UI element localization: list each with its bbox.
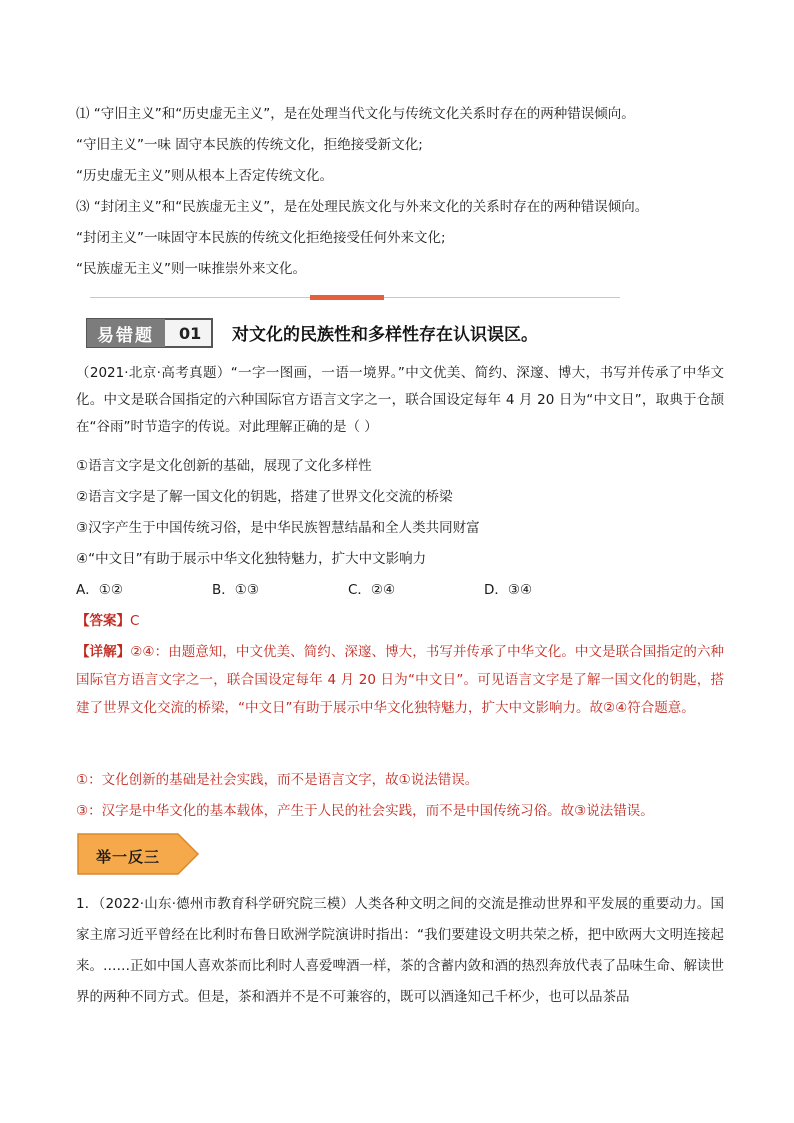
answer-label: 【答案】 [76,613,130,629]
detail-text: ②④：由题意知，中文优美、简约、深邃、博大，书写并传承了中华文化。中文是联合国指定的六种国际官方语言文字之一，联合国设定每年 4 月 20 日为“中文日”。可见语言文字是了解一国文化的钥匙，搭建了世界文化交流的桥梁，“中文日”有助于展示中华文化独特魅力，扩大中文影响力。故②④符合题意。 [76,644,724,716]
exercise-paragraph: 1．（2022·山东·德州市教育科学研究院三模）人类各种文明之间的交流是推动世界和平发展的重要动力。国家主席习近平曾经在比利时布鲁日欧洲学院演讲时指出：“我们要建设文明共荣之桥，把中欧两大文明连接起来。……正如中国人喜欢茶而比利时人喜爱啤酒一样，茶的含蓄内敛和酒的热烈奔放代表了品味生命、解读世界的两种不同方式。但是，茶和酒并不是不可兼容的，既可以酒逢知己千杯少，也可以品茶品 [76,896,724,1005]
question-option-2: ②语言文字是了解一国文化的钥匙，搭建了世界文化交流的桥梁 [76,489,453,505]
badge-title: 对文化的民族性和多样性存在认识误区。 [232,325,538,345]
question-option-4: ④“中文日”有助于展示中华文化独特魅力，扩大中文影响力 [76,551,427,567]
badge-label: 易错题 [86,318,167,348]
error-question-badge [86,318,213,348]
intro-line-5: “封闭主义”一味固守本民族的传统文化拒绝接受任何外来文化; [76,230,446,246]
question-option-3: ③汉字产生于中国传统习俗，是中华民族智慧结晶和全人类共同财富 [76,520,480,536]
section-divider-accent [310,295,384,300]
badge-number: 01 [165,318,213,348]
choice-a: A．①② [76,582,123,598]
detail-note-3: ③：汉字是中华文化的基本载体，产生于人民的社会实践，而不是中国传统习俗。故③说法错误。 [76,803,654,819]
detail-label: 【详解】 [76,644,131,660]
intro-line-3: “历史虚无主义”则从根本上否定传统文化。 [76,168,333,184]
intro-line-4: ⑶ “封闭主义”和“民族虚无主义”，是在处理民族文化与外来文化的关系时存在的两种错误倾向。 [76,199,649,215]
question-stem: （2021·北京·高考真题）“一字一图画，一语一境界。”中文优美、简约、深邃、博大，书写并传承了中华文化。中文是联合国指定的六种国际官方语言文字之一，联合国设定每年 4 月 20 日为“中文日”，取典于仓颉在“谷雨”时节造字的传说。对此理解正确的是（ ） [76,365,724,435]
answer-value: C [130,613,140,629]
detail-paragraph [76,638,724,722]
intro-line-6: “民族虚无主义”则一味推崇外来文化。 [76,261,306,277]
intro-line-2: “守旧主义”一味 固守本民族的传统文化，拒绝接受新文化; [76,137,423,153]
answer [76,611,139,631]
intro-line-1: ⑴ “守旧主义”和“历史虚无主义”，是在处理当代文化与传统文化关系时存在的两种错误倾向。 [76,106,635,122]
choice-d: D．③④ [484,582,533,598]
detail-note-1: ①：文化创新的基础是社会实践，而不是语言文字，故①说法错误。 [76,772,479,788]
section-label: 举一反三 [96,848,161,866]
question-option-1: ①语言文字是文化创新的基础，展现了文化多样性 [76,458,372,474]
choice-b: B．①③ [212,582,259,598]
choice-c: C．②④ [348,582,396,598]
